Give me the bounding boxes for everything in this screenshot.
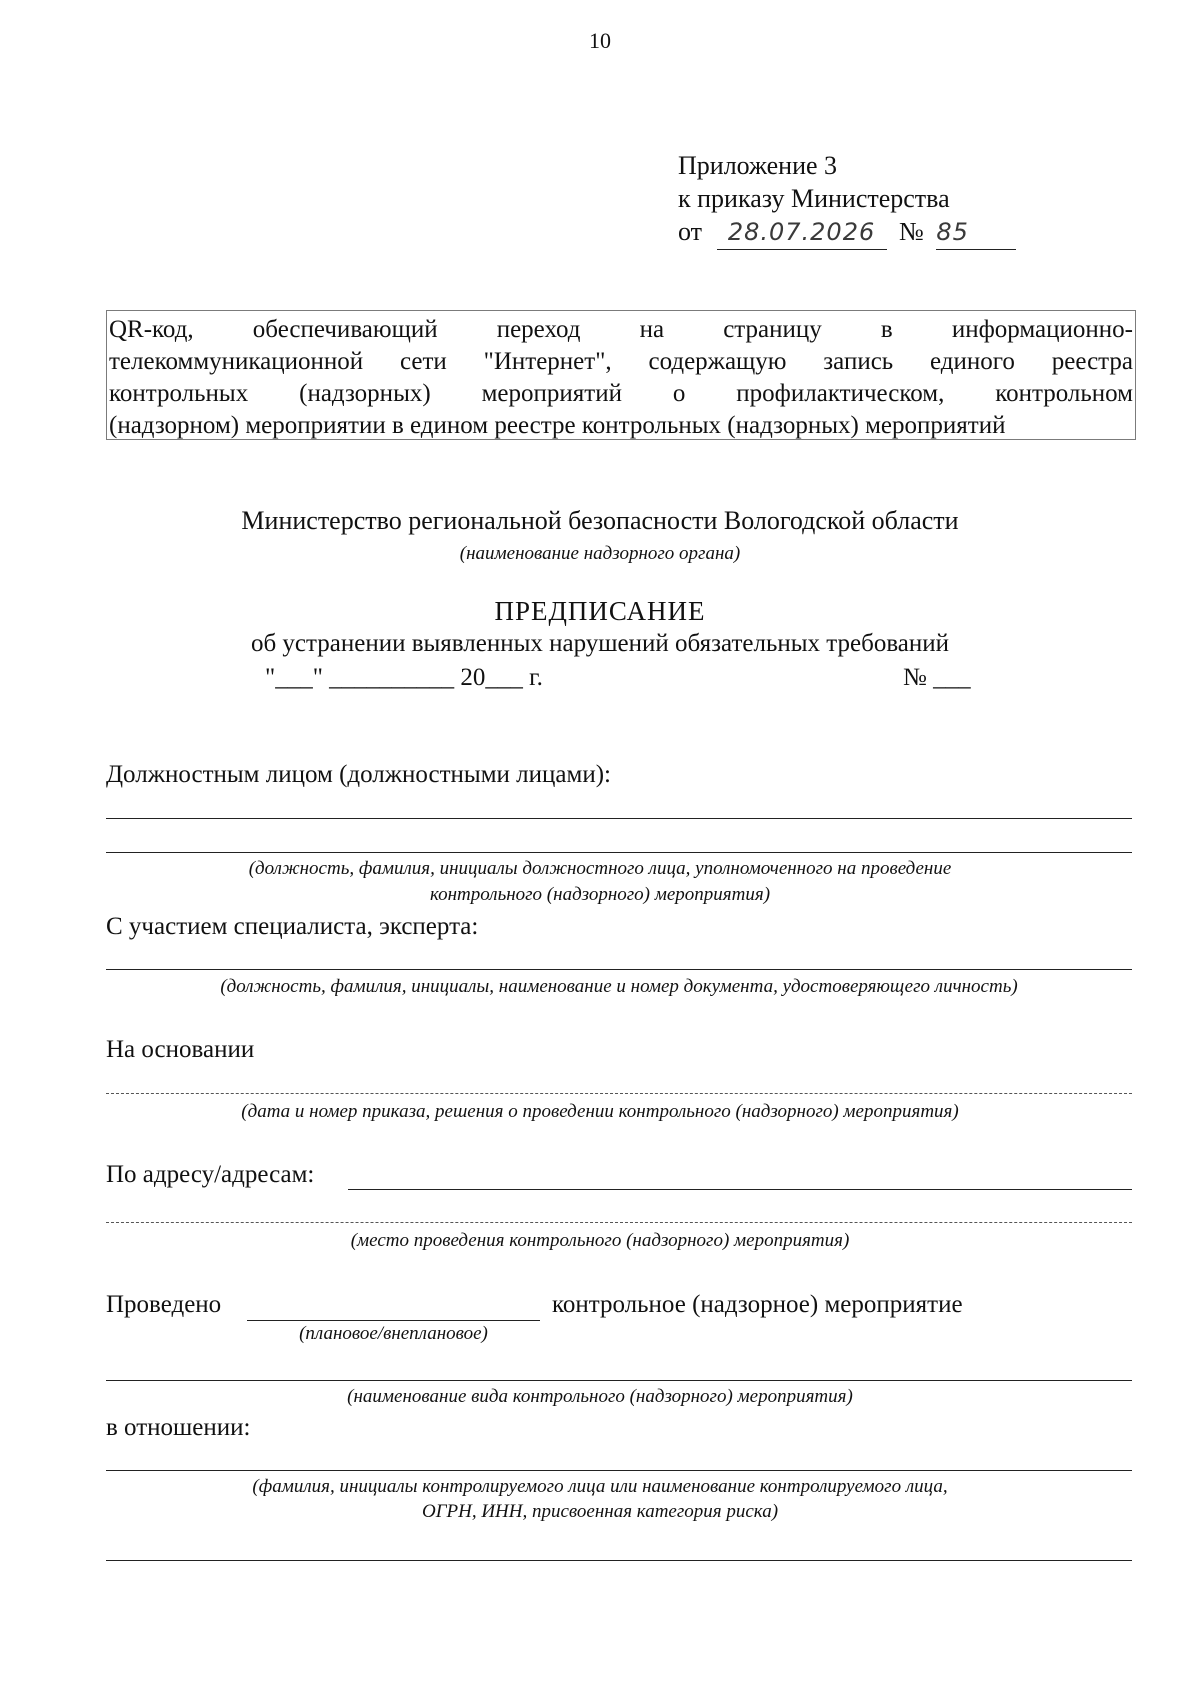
authority-hint: (наименование надзорного органа): [459, 543, 741, 564]
regarding-label: в отношении:: [106, 1414, 251, 1441]
address-fill-line-2: [106, 1222, 1132, 1223]
specialist-hint: (должность, фамилия, инициалы, наименование и номер документа, удостоверяющего личность): [220, 976, 1018, 997]
basis-fill-line: [106, 1093, 1132, 1094]
officials-hint-2: контрольного (надзорного) мероприятия): [429, 884, 771, 905]
qr-box-line-3: контрольных (надзорных) мероприятий о профилактическом, контрольном: [109, 380, 1133, 407]
authority-name: Министерство региональной безопасности Вологодской области: [241, 506, 959, 535]
document-subtitle: об устранении выявленных нарушений обязательных требований: [250, 630, 950, 657]
kind-fill-line: [106, 1380, 1132, 1381]
officials-fill-line-1: [106, 818, 1132, 819]
appendix-title: Приложение 3: [678, 151, 838, 180]
address-fill-line-1: [348, 1189, 1132, 1190]
handwritten-number-text: 85: [936, 218, 969, 246]
qr-box-line-4: (надзорном) мероприятии в едином реестре контрольных (надзорных) мероприятий: [109, 412, 1006, 439]
basis-label: На основании: [106, 1036, 255, 1063]
handwritten-date-text: 28.07.2026: [727, 218, 876, 246]
basis-hint: (дата и номер приказа, решения о проведении контрольного (надзорного) мероприятия): [241, 1101, 959, 1122]
appendix-order-ref: к приказу Министерства: [678, 184, 950, 213]
kind-hint: (наименование вида контрольного (надзорного) мероприятия): [347, 1386, 853, 1407]
address-hint: (место проведения контрольного (надзорного) мероприятия): [350, 1230, 850, 1251]
regarding-extra-fill-line: [106, 1560, 1132, 1561]
qr-box-line-2: телекоммуникационной сети "Интернет", содержащую запись единого реестра: [109, 348, 1133, 375]
appendix-date-row: [678, 215, 1016, 250]
document-title: ПРЕДПИСАНИЕ: [494, 596, 706, 626]
conducted-hint: (плановое/внеплановое): [299, 1323, 488, 1344]
officials-hint-1: (должность, фамилия, инициалы должностного лица, уполномоченного на проведение: [248, 858, 952, 879]
qr-box-line-1: QR-код, обеспечивающий переход на страницу в информационно-: [109, 316, 1133, 343]
prescription-date-line: "___" __________ 20___ г.: [265, 664, 543, 691]
handwritten-number: [936, 215, 1016, 250]
prescription-number-line: № ___: [903, 664, 971, 691]
qr-code-placeholder-box: [106, 310, 1136, 440]
regarding-hint-2: ОГРН, ИНН, присвоенная категория риска): [421, 1501, 779, 1522]
conducted-text: контрольное (надзорное) мероприятие: [552, 1291, 963, 1318]
number-label: №: [899, 217, 924, 246]
officials-fill-line-2: [106, 852, 1132, 853]
address-label: По адресу/адресам:: [106, 1161, 315, 1188]
conducted-label: Проведено: [106, 1291, 222, 1318]
regarding-fill-line: [106, 1470, 1132, 1471]
from-label: от: [678, 217, 703, 246]
appendix-block: [678, 149, 1016, 250]
conducted-type-fill-line: [247, 1320, 540, 1321]
page-number: 10: [589, 28, 611, 53]
specialist-fill-line: [106, 969, 1132, 970]
regarding-hint-1: (фамилия, инициалы контролируемого лица или наименование контролируемого лица,: [252, 1476, 948, 1497]
handwritten-date: [717, 215, 887, 250]
specialist-label: С участием специалиста, эксперта:: [106, 913, 479, 940]
officials-label: Должностным лицом (должностными лицами):: [106, 761, 611, 788]
